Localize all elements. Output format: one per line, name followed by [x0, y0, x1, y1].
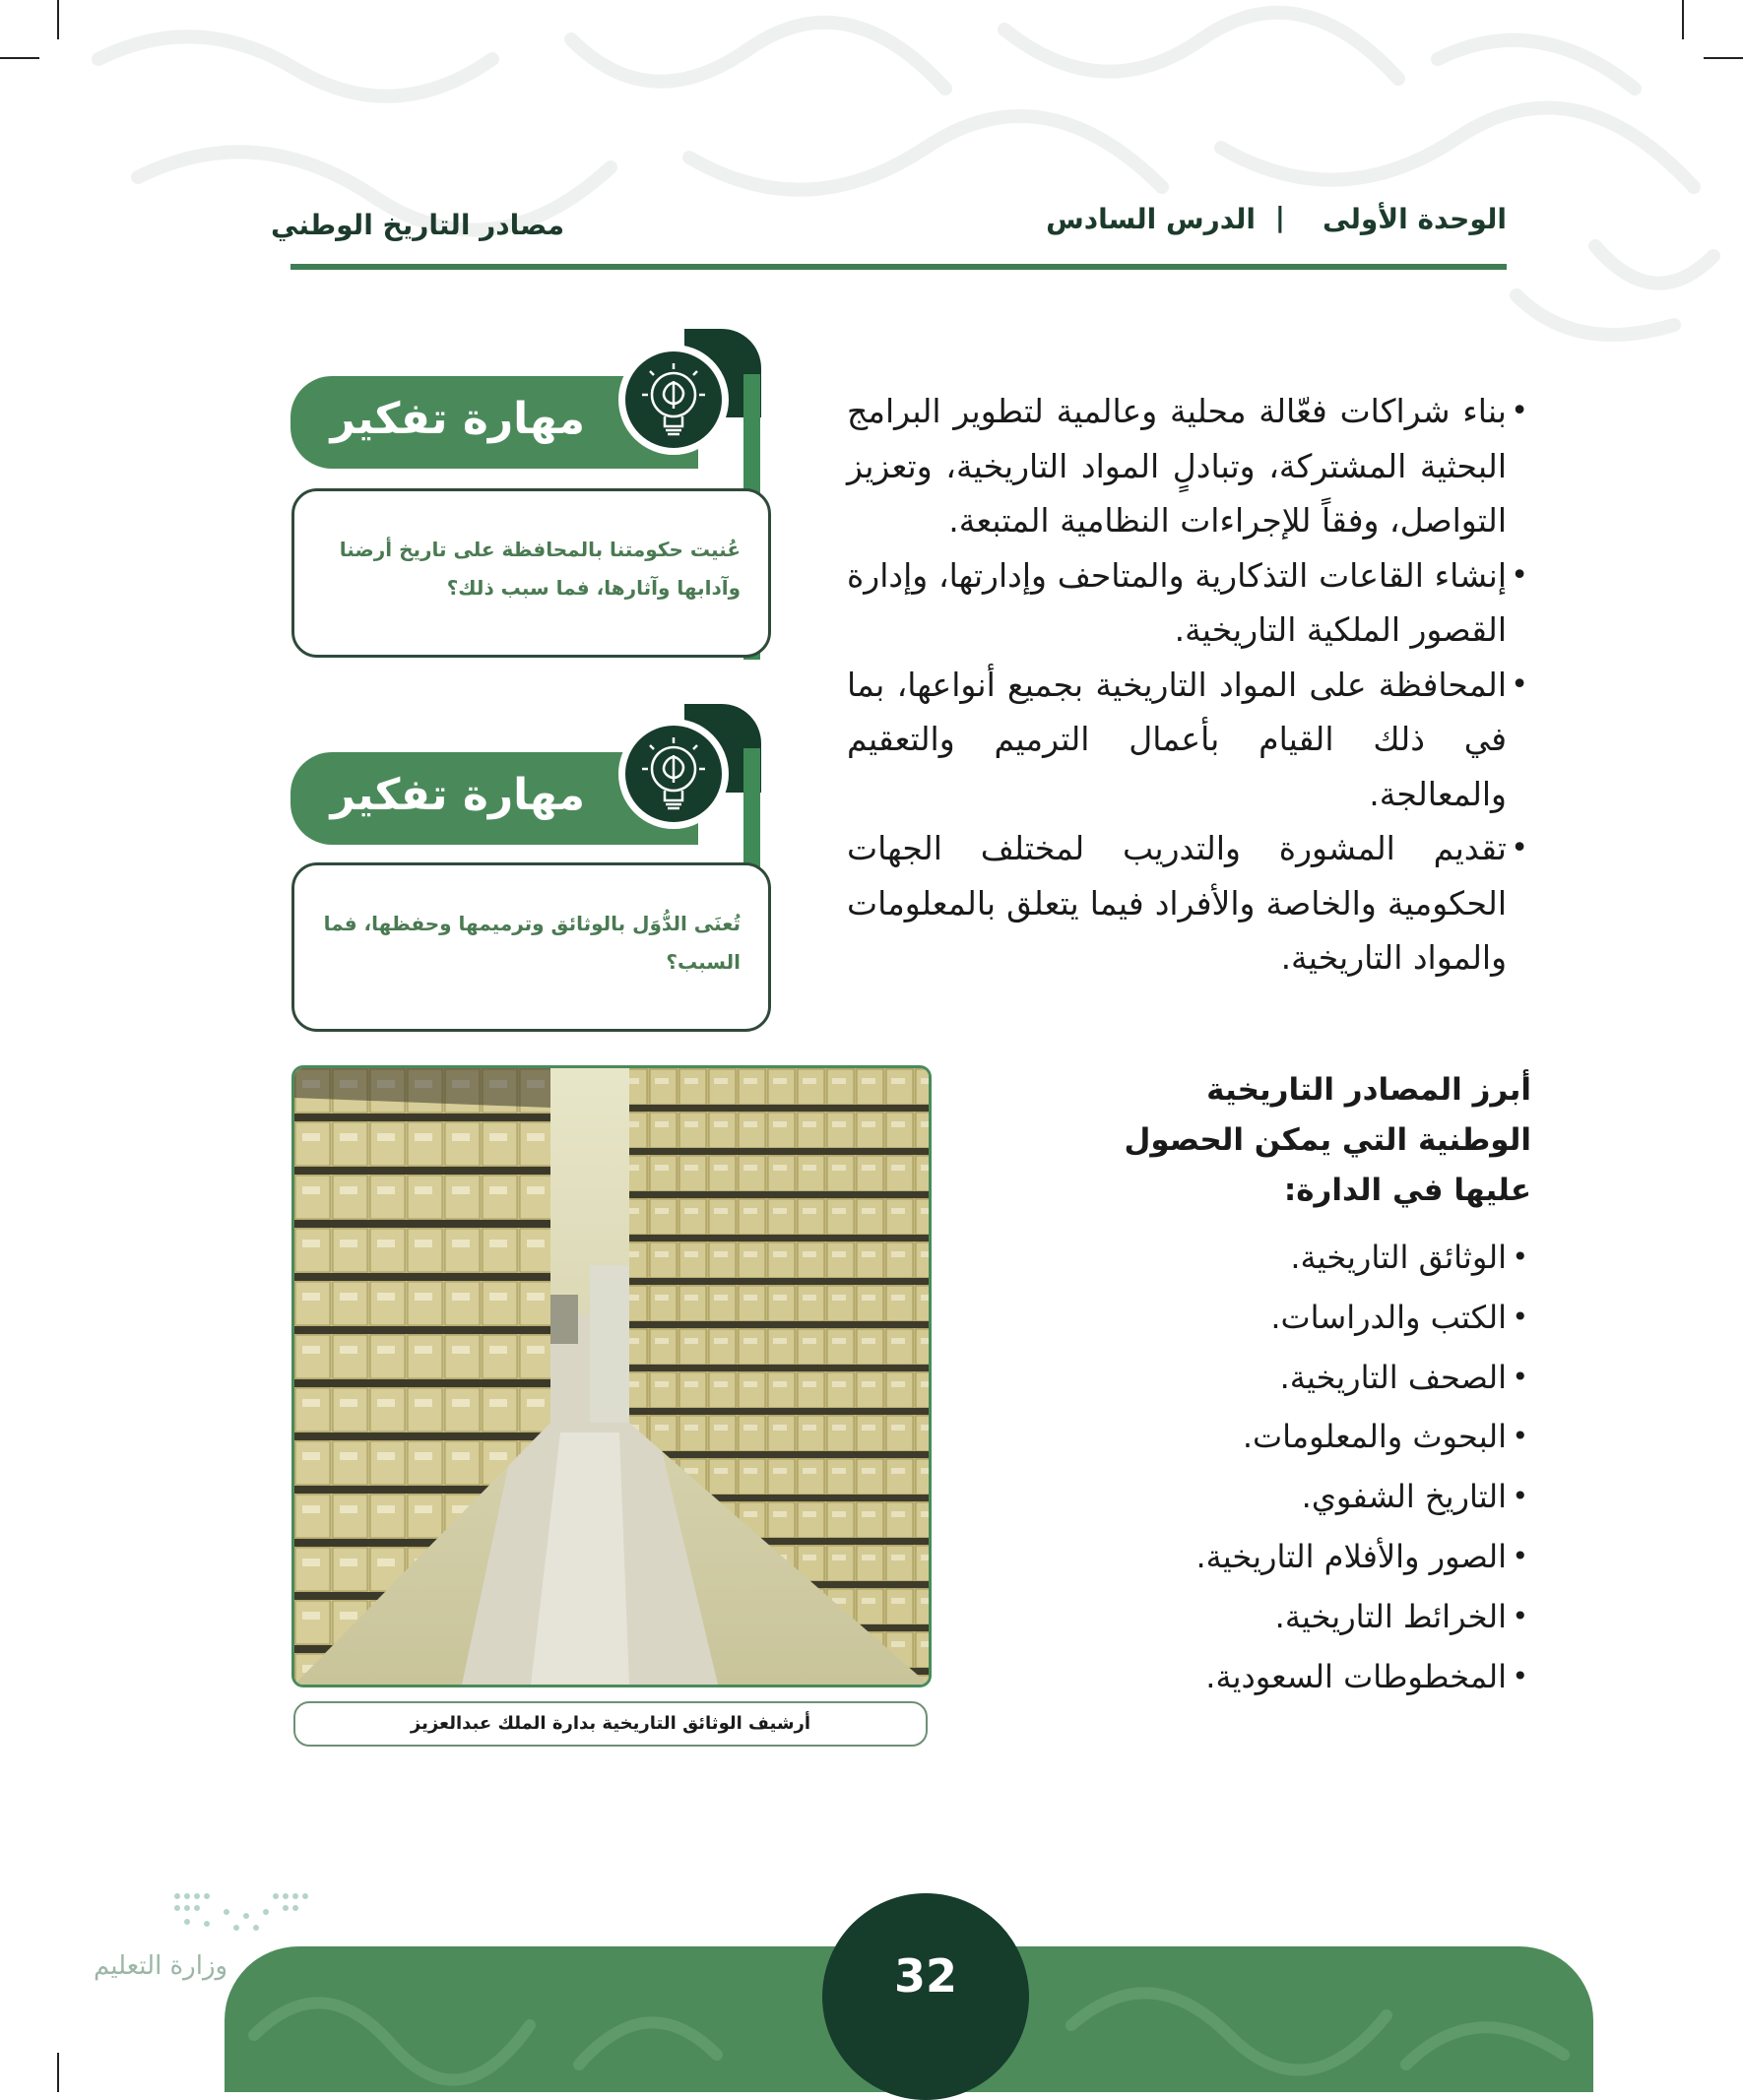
sources-heading: أبرز المصادر التاريخية الوطنية التي يمكن الحصول عليها في الدارة:: [1124, 1072, 1531, 1208]
source-item: • المخطوطات السعودية.: [955, 1647, 1507, 1707]
archive-shelves-illustration: [294, 1068, 929, 1685]
crop-mark: [57, 2053, 59, 2092]
source-item: • الصور والأفلام التاريخية.: [955, 1527, 1507, 1587]
skill-question-card: [291, 488, 771, 658]
photo-caption: أرشيف الوثائق التاريخية بدارة الملك عبدالعزيز: [293, 1701, 928, 1747]
skill-question: تُعنَى الدُّوَل بالوثائق وترميمها وحفظها، فما السبب؟: [323, 912, 741, 974]
skill-question-card: [291, 862, 771, 1032]
ministry-logo-icon: [167, 1888, 325, 1936]
crop-mark: [1704, 57, 1743, 59]
header-rule: [290, 264, 1507, 270]
skill-question: عُنيت حكومتنا بالمحافظة على تاريخ أرضنا وآدابها وآثارها، فما سبب ذلك؟: [339, 538, 741, 600]
source-item: • الخرائط التاريخية.: [955, 1587, 1507, 1647]
source-item: • الصحف التاريخية.: [955, 1348, 1507, 1408]
lightbulb-brain-icon: [618, 345, 729, 455]
body-bullet: • المحافظة على المواد التاريخية بجميع أنواعها، بما في ذلك القيام بأعمال الترميم والتعقيم والمعالجة.: [847, 658, 1507, 822]
body-bullet: • بناء شراكات فعّالة محلية وعالمية لتطوير البرامج البحثية المشتركة، وتبادلٍ المواد التاريخية، وتعزيز التواصل، وفقاً للإجراءات النظامية المتبعة.: [847, 384, 1507, 548]
archive-photo: [291, 1065, 932, 1687]
page-number: 32: [893, 1949, 957, 2003]
source-item: • البحوث والمعلومات.: [955, 1407, 1507, 1467]
crop-mark: [1682, 0, 1684, 39]
ministry-logo-text: وزارة التعليم: [94, 1951, 228, 1981]
source-item: • الكتب والدراسات.: [955, 1288, 1507, 1348]
topic-title: مصادر التاريخ الوطني: [271, 209, 565, 241]
crop-mark: [0, 57, 39, 59]
unit-title: الوحدة الأولى: [1323, 203, 1507, 235]
crop-mark: [57, 0, 59, 39]
source-item: • الوثائق التاريخية.: [955, 1228, 1507, 1288]
body-bullet: • إنشاء القاعات التذكارية والمتاحف وإدارتها، وإدارة القصور الملكية التاريخية.: [847, 548, 1507, 658]
skill-label: مهارة تفكير: [330, 770, 585, 820]
skill-label: مهارة تفكير: [330, 394, 585, 444]
source-item: • التاريخ الشفوي.: [955, 1467, 1507, 1527]
body-bullet-list: [847, 384, 1507, 986]
lesson-title: الدرس السادس: [1046, 203, 1256, 235]
header-separator: |: [1274, 201, 1285, 233]
sources-list: [955, 1228, 1507, 1706]
body-bullet: • تقديم المشورة والتدريب لمختلف الجهات الحكومية والخاصة والأفراد فيما يتعلق بالمعلومات والمواد التاريخية.: [847, 821, 1507, 986]
lightbulb-brain-icon: [618, 719, 729, 829]
